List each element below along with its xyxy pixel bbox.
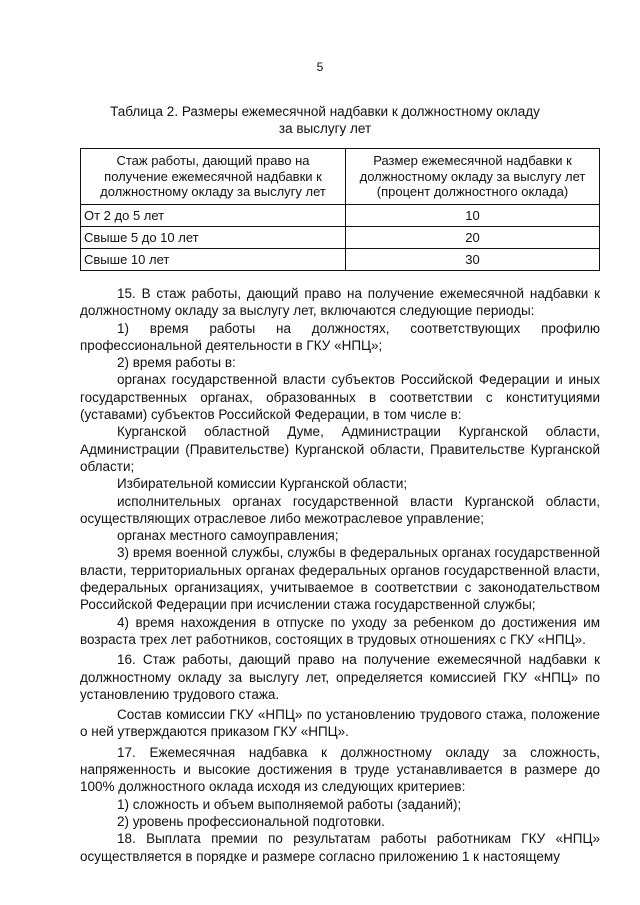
paragraph-16: 16. Стаж работы, дающий право на получение ежемесячной надбавки к должностному окладу за выслугу лет, определяется комиссией ГКУ «НПЦ» по установлению трудового стажа. — [80, 652, 600, 702]
percent-cell: 10 — [346, 205, 600, 227]
list-item: органах местного самоуправления; — [117, 528, 339, 544]
table-row — [81, 205, 600, 227]
table-caption-line: Таблица 2. Размеры ежемесячной надбавки к должностному окладу — [110, 104, 540, 119]
page-number: 5 — [316, 60, 324, 74]
table-header-row — [81, 149, 600, 205]
header-experience: Стаж работы, дающий право на получение ежемесячной надбавки к должностному окладу за выслугу лет — [81, 149, 346, 205]
table-caption-line: за выслугу лет — [278, 121, 372, 136]
list-item: 2) время работы в: — [117, 355, 236, 371]
period-cell: Свыше 5 до 10 лет — [81, 227, 346, 249]
table-row — [81, 227, 600, 249]
paragraph-18: 18. Выплата премии по результатам работы работникам ГКУ «НПЦ» осуществляется в порядке и размере согласно приложению 1 к настоящему — [80, 831, 600, 864]
table-caption — [90, 103, 560, 137]
list-item: 4) время нахождения в отпуске по уходу за ребенком до достижения им возраста трех лет работников, состоящих в трудовых отношениях с ГКУ «НПЦ». — [80, 614, 600, 647]
header-bonus-size: Размер ежемесячной надбавки к должностному окладу за выслугу лет (процент должностного оклада) — [346, 149, 600, 205]
list-item: органах государственной власти субъектов Российской Федерации и иных государственных органах, образованных в соответствии с конституциями (уставами) субъектов Российской Федерации, в том числе в: — [80, 372, 600, 423]
period-cell: От 2 до 5 лет — [81, 205, 346, 227]
list-item: 1) время работы на должностях, соответствующих профилю профессиональной деятельности в ГКУ «НПЦ»; — [80, 320, 600, 353]
table-row — [81, 249, 600, 271]
list-item: Избирательной комиссии Курганской области; — [117, 476, 408, 492]
paragraph: Состав комиссии ГКУ «НПЦ» по установлению трудового стажа, положение о ней утверждаются приказом ГКУ «НПЦ». — [80, 707, 600, 740]
period-cell: Свыше 10 лет — [81, 249, 346, 271]
paragraph-17: 17. Ежемесячная надбавка к должностному окладу за сложность, напряженность и высокие достижения в труде устанавливается в размере до 100% должностного оклада исходя из следующих критериев: — [80, 744, 600, 795]
seniority-bonus-table — [80, 148, 600, 271]
list-item: 3) время военной службы, службы в федеральных органах государственной власти, территориальных органах федеральных органов государственной власти, федеральных организациях, учитываемое в соответствии с законодательством Российской Федерации при исчислении стажа государственной службы; — [80, 545, 600, 613]
list-item: Курганской областной Думе, Администрации Курганской области, Администрации (Правительстве) Курганской области, Правительстве Курганской области; — [80, 424, 600, 474]
percent-cell: 30 — [346, 249, 600, 271]
list-item: исполнительных органах государственной власти Курганской области, осуществляющих отраслевое либо межотраслевое управление; — [80, 493, 600, 526]
list-item: 1) сложность и объем выполняемой работы (заданий); — [117, 796, 462, 812]
paragraph-15: 15. В стаж работы, дающий право на получение ежемесячной надбавки к должностному окладу за выслугу лет, включаются следующие периоды: — [80, 286, 600, 319]
body-text — [80, 285, 600, 865]
percent-cell: 20 — [346, 227, 600, 249]
list-item: 2) уровень профессиональной подготовки. — [117, 813, 385, 829]
